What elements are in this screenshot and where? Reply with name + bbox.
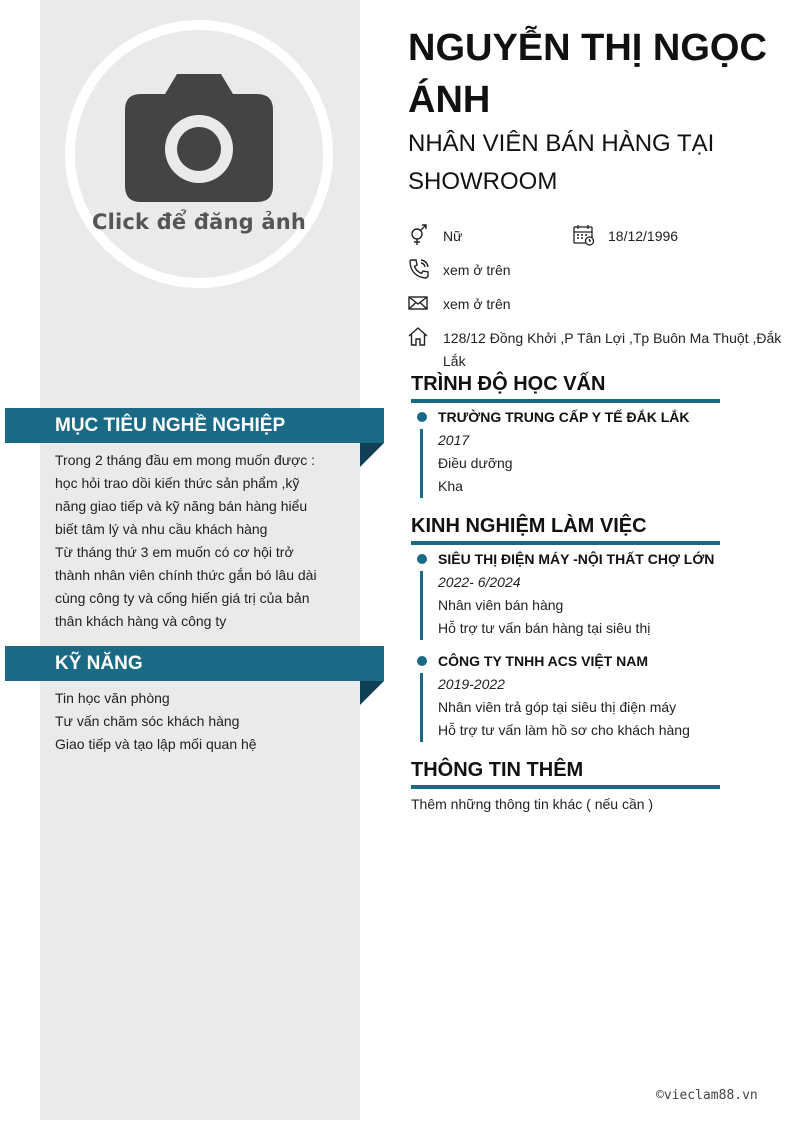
address-row	[408, 326, 781, 373]
objective-text	[55, 449, 317, 633]
skill-item: Tư vấn chăm sóc khách hàng	[55, 713, 240, 729]
extra-info-heading: THÔNG TIN THÊM	[411, 756, 720, 789]
gender-value: Nữ	[443, 228, 463, 244]
mail-icon	[408, 292, 430, 314]
photo-upload[interactable]	[65, 20, 333, 288]
job-title-line: NHÂN VIÊN BÁN HÀNG TẠI	[408, 130, 715, 157]
address-line: Lắk	[443, 353, 466, 369]
home-icon	[408, 326, 430, 348]
skills-heading: KỸ NĂNG	[5, 646, 384, 681]
objective-heading: MỤC TIÊU NGHỀ NGHIỆP	[5, 408, 384, 443]
experience-entry	[417, 548, 747, 640]
objective-line: năng giao tiếp và kỹ năng bán hàng hiểu	[55, 498, 308, 514]
timeline-dot	[417, 412, 427, 422]
entry-date: 2017	[438, 432, 470, 448]
entry-role: Nhân viên bán hàng	[438, 597, 564, 613]
email-row	[408, 292, 511, 316]
timeline-line	[420, 673, 423, 742]
entry-date: 2019-2022	[438, 676, 505, 692]
entry-organization: TRƯỜNG TRUNG CẤP Y TẾ ĐẮK LẮK	[438, 409, 690, 425]
entry-description: Hỗ trợ tư vấn bán hàng tại siêu thị	[438, 620, 651, 636]
gender-row	[408, 224, 462, 248]
objective-line: Từ tháng thứ 3 em muốn có cơ hội trở	[55, 544, 294, 560]
timeline-line	[420, 429, 423, 498]
email-value: xem ở trên	[443, 296, 511, 312]
objective-line: biết tâm lý và nhu cầu khách hàng	[55, 521, 268, 537]
timeline-dot	[417, 554, 427, 564]
objective-line: thân khách hàng và công ty	[55, 613, 227, 629]
skill-item: Giao tiếp và tạo lập mối quan hệ	[55, 736, 257, 752]
skills-list	[55, 687, 317, 756]
gender-icon	[408, 224, 430, 246]
objective-line: học hỏi trao dồi kiến thức sản phẩm ,kỹ	[55, 475, 300, 491]
education-entry	[417, 406, 747, 498]
entry-organization: SIÊU THỊ ĐIỆN MÁY -NỘI THẤT CHỢ LỚN	[438, 551, 715, 567]
calendar-icon	[573, 224, 595, 246]
job-title-line: SHOWROOM	[408, 168, 558, 195]
candidate-name-line: NGUYỄN THỊ NGỌC	[408, 27, 767, 69]
experience-entry	[417, 650, 747, 742]
education-heading: TRÌNH ĐỘ HỌC VẤN	[411, 370, 720, 403]
skill-item: Tin học văn phòng	[55, 690, 170, 706]
timeline-line	[420, 571, 423, 640]
birthday-value: 18/12/1996	[608, 228, 679, 244]
entry-date: 2022- 6/2024	[438, 574, 521, 590]
entry-description: Kha	[438, 478, 463, 494]
phone-row	[408, 258, 511, 282]
objective-ribbon-fold	[360, 443, 384, 467]
footer-watermark: ©vieclam88.vn	[656, 1088, 758, 1103]
phone-value: xem ở trên	[443, 262, 511, 278]
entry-role: Điều dưỡng	[438, 455, 513, 471]
objective-line: cùng công ty và cống hiến giá trị của bản	[55, 590, 310, 606]
timeline-dot	[417, 656, 427, 666]
experience-heading: KINH NGHIỆM LÀM VIỆC	[411, 512, 720, 545]
phone-icon	[408, 258, 430, 280]
entry-organization: CÔNG TY TNHH ACS VIỆT NAM	[438, 653, 649, 669]
job-title	[408, 125, 783, 201]
birthday-row	[573, 224, 678, 248]
skills-ribbon-fold	[360, 681, 384, 705]
camera-icon	[125, 74, 273, 204]
entry-role: Nhân viên trả góp tại siêu thị điện máy	[438, 699, 677, 715]
candidate-name-line: ÁNH	[408, 79, 491, 121]
candidate-name	[408, 22, 783, 126]
address-line: 128/12 Đồng Khởi ,P Tân Lợi ,Tp Buôn Ma Thuột ,Đắk	[443, 330, 782, 346]
extra-info-text: Thêm những thông tin khác ( nếu cần )	[411, 796, 654, 812]
photo-upload-label: Click để đăng ảnh	[91, 210, 307, 234]
objective-line: thành nhân viên chính thức gắn bó lâu dài	[55, 567, 317, 583]
address-value	[443, 327, 781, 373]
objective-line: Trong 2 tháng đầu em mong muốn được :	[55, 452, 316, 468]
entry-description: Hỗ trợ tư vấn làm hồ sơ cho khách hàng	[438, 722, 690, 738]
